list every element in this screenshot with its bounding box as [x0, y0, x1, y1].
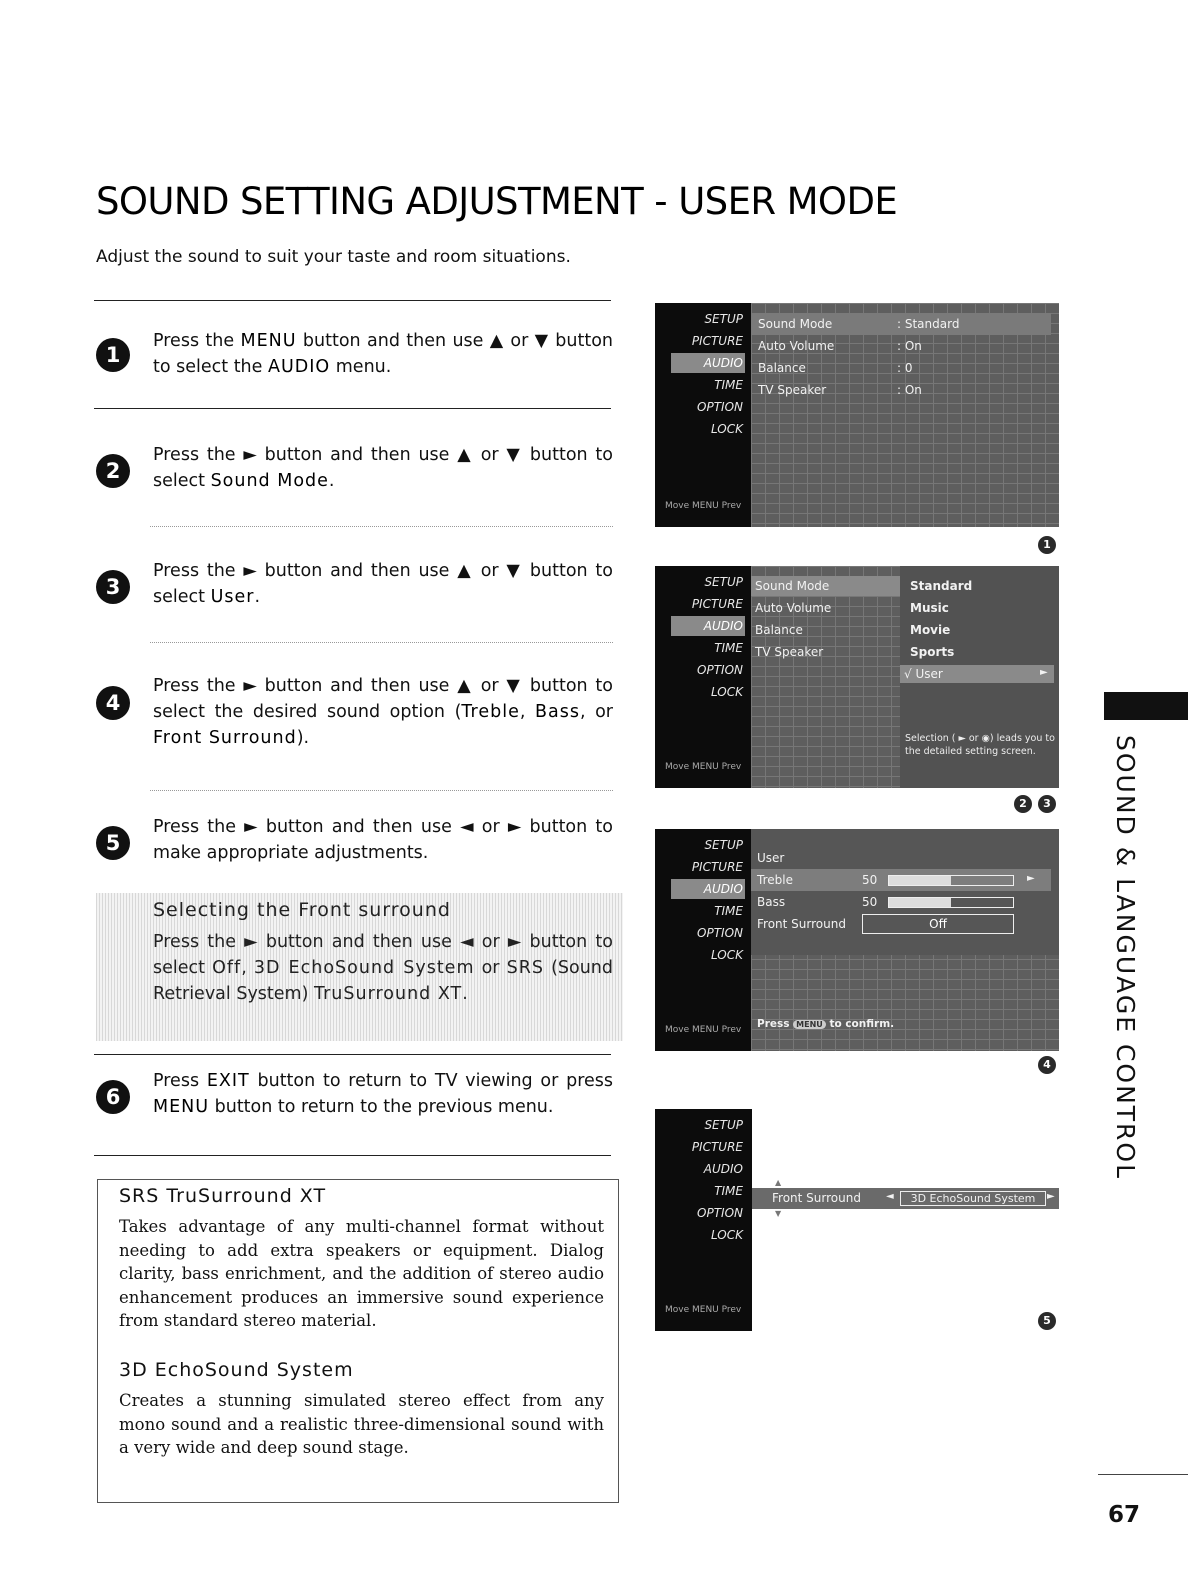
bass-bar-fill [889, 898, 951, 907]
step-3-text: Press the ► button and then use ▲ or ▼ button to select User. [153, 561, 613, 607]
option-movie: Movie [910, 623, 951, 637]
divider [94, 1155, 611, 1156]
menu-item-setup: SETUP [704, 838, 743, 852]
osd-footer: Move MENU Prev [665, 1025, 742, 1035]
menu-item-picture: PICTURE [691, 334, 743, 348]
srs-description: Takes advantage of any multi-channel format without needing to add extra speakers or equipment. Dialog clarity, bass enrichment, and the addition of stereo audio enhancement produces an immersive sound experience from standard stereo material. [119, 1217, 604, 1330]
row-balance-value: : 0 [897, 361, 913, 375]
user-panel [751, 829, 1059, 955]
treble-bar [888, 875, 1014, 886]
row-sound-mode: Sound Mode [755, 579, 830, 593]
page-title: SOUND SETTING ADJUSTMENT - USER MODE [96, 180, 898, 223]
front-surround-value: Off [862, 914, 1014, 934]
menu-item-option: OPTION [697, 1206, 743, 1220]
step-4-text: Press the ► button and then use ▲ or ▼ button to select the desired sound option (Treble, Bass, or Front Surround). [153, 676, 613, 748]
osd-content [751, 303, 1059, 527]
arrow-right-icon: ► [1047, 1191, 1055, 1202]
section-tab-marker [1104, 692, 1188, 720]
arrow-up-icon: ▲ [775, 1178, 782, 1187]
menu-item-time: TIME [714, 641, 743, 655]
menu-item-lock: LOCK [710, 948, 743, 962]
bass-bar [888, 897, 1014, 908]
treble-bar-fill [889, 876, 951, 885]
menu-item-picture: PICTURE [691, 597, 743, 611]
dotted-divider [150, 526, 613, 527]
info-box [97, 1179, 619, 1503]
page-subtitle: Adjust the sound to suit your taste and room situations. [96, 247, 571, 267]
row-auto-volume: Auto Volume [755, 601, 832, 615]
front-surround-bar [752, 1188, 1059, 1209]
osd-menu-sidebar [655, 1109, 751, 1331]
figure-number-3: 3 [1038, 795, 1056, 813]
menu-item-option: OPTION [697, 926, 743, 940]
option-standard: Standard [910, 579, 973, 593]
tip-title: Selecting the Front surround [153, 899, 451, 921]
osd-menu-sidebar [655, 303, 751, 527]
option-user: √ User [904, 667, 943, 681]
section-tab-label: SOUND & LANGUAGE CONTROL [1111, 735, 1140, 1181]
bass-value: 50 [862, 895, 878, 909]
step-2-text: Press the ► button and then use ▲ or ▼ button to select Sound Mode. [153, 445, 613, 491]
menu-item-setup: SETUP [704, 1118, 743, 1132]
echosound-title: 3D EchoSound System [119, 1359, 354, 1381]
step-number-2: 2 [96, 454, 130, 488]
menu-item-time: TIME [714, 1184, 743, 1198]
menu-item-option: OPTION [697, 400, 743, 414]
echosound-description: Creates a stunning simulated stereo effect from any mono sound and a realistic three-dimensional sound with a very wide and deep sound stage. [119, 1391, 604, 1457]
menu-item-time: TIME [714, 904, 743, 918]
step-number-4: 4 [96, 686, 130, 720]
arrow-down-icon: ▼ [775, 1209, 782, 1218]
dotted-divider [150, 642, 613, 643]
front-surround-label: Front Surround [757, 917, 846, 931]
divider [94, 408, 611, 409]
front-surround-label: Front Surround [772, 1191, 861, 1205]
row-tv-speaker-label: TV Speaker [758, 383, 827, 397]
osd-screen-4-menu [655, 1109, 752, 1331]
arrow-right-icon: ► [1027, 873, 1035, 884]
figure-number-1: 1 [1038, 536, 1056, 554]
row-balance-label: Balance [758, 361, 806, 375]
osd-footer: Move MENU Prev [665, 762, 742, 772]
step-number-1: 1 [96, 338, 130, 372]
divider [94, 1054, 611, 1055]
dotted-divider [150, 790, 613, 791]
tip-box [96, 893, 623, 1041]
menu-item-time: TIME [714, 378, 743, 392]
step-number-5: 5 [96, 826, 130, 860]
menu-item-picture: PICTURE [691, 1140, 743, 1154]
menu-item-option: OPTION [697, 663, 743, 677]
osd-screen-3 [655, 829, 1059, 1051]
treble-label: Treble [757, 873, 793, 887]
divider [94, 300, 611, 301]
arrow-left-icon: ◄ [886, 1191, 894, 1202]
step-6-text: Press EXIT button to return to TV viewing or press MENU button to return to the previous menu. [153, 1071, 614, 1117]
osd-menu-sidebar [655, 566, 751, 788]
bass-label: Bass [757, 895, 786, 909]
step-1-text: Press the MENU button and then use ▲ or ▼ button to select the AUDIO menu. [153, 331, 613, 377]
figure-number-5: 5 [1038, 1312, 1056, 1330]
osd-screen-2 [655, 566, 1059, 788]
page-number-rule [1098, 1474, 1188, 1475]
row-tv-speaker: TV Speaker [755, 645, 824, 659]
menu-item-lock: LOCK [710, 422, 743, 436]
row-balance: Balance [755, 623, 803, 637]
option-sports: Sports [910, 645, 955, 659]
front-surround-value: 3D EchoSound System [900, 1191, 1046, 1206]
menu-item-setup: SETUP [704, 575, 743, 589]
treble-value: 50 [862, 873, 878, 887]
row-sound-mode-label: Sound Mode [758, 317, 833, 331]
row-tv-speaker-value: : On [897, 383, 922, 397]
option-music: Music [910, 601, 949, 615]
row-auto-volume-value: : On [897, 339, 922, 353]
menu-item-lock: LOCK [710, 685, 743, 699]
menu-item-setup: SETUP [704, 312, 743, 326]
menu-item-audio: AUDIO [671, 353, 745, 373]
step-number-6: 6 [96, 1080, 130, 1114]
row-auto-volume-label: Auto Volume [758, 339, 835, 353]
user-header: User [757, 851, 785, 865]
menu-item-audio: AUDIO [671, 616, 745, 636]
menu-item-audio: AUDIO [671, 879, 745, 899]
menu-item-audio: AUDIO [703, 1162, 743, 1176]
figure-number-4: 4 [1038, 1056, 1056, 1074]
selection-hint: Selection ( ► or ◉) leads you to the detailed setting screen. [905, 733, 1055, 757]
osd-footer: Move MENU Prev [665, 1305, 742, 1315]
srs-title: SRS TruSurround XT [119, 1185, 327, 1207]
osd-footer: Move MENU Prev [665, 501, 742, 511]
figure-number-2: 2 [1014, 795, 1032, 813]
osd-menu-sidebar [655, 829, 751, 1051]
osd-screen-1 [655, 303, 1059, 527]
tip-text: Press the ► button and then use ◄ or ► button to select Off, 3D EchoSound System or SRS (Sound Retrieval System) TruSurround XT. [153, 932, 614, 1004]
confirm-hint: Press MENU to confirm. [757, 1018, 895, 1030]
step-number-3: 3 [96, 570, 130, 604]
page-number: 67 [1108, 1502, 1141, 1528]
row-sound-mode-value: : Standard [897, 317, 960, 331]
arrow-right-icon: ► [1040, 667, 1048, 678]
menu-item-picture: PICTURE [691, 860, 743, 874]
step-5-text: Press the ► button and then use ◄ or ► button to make appropriate adjustments. [153, 817, 613, 863]
menu-item-lock: LOCK [710, 1228, 743, 1242]
